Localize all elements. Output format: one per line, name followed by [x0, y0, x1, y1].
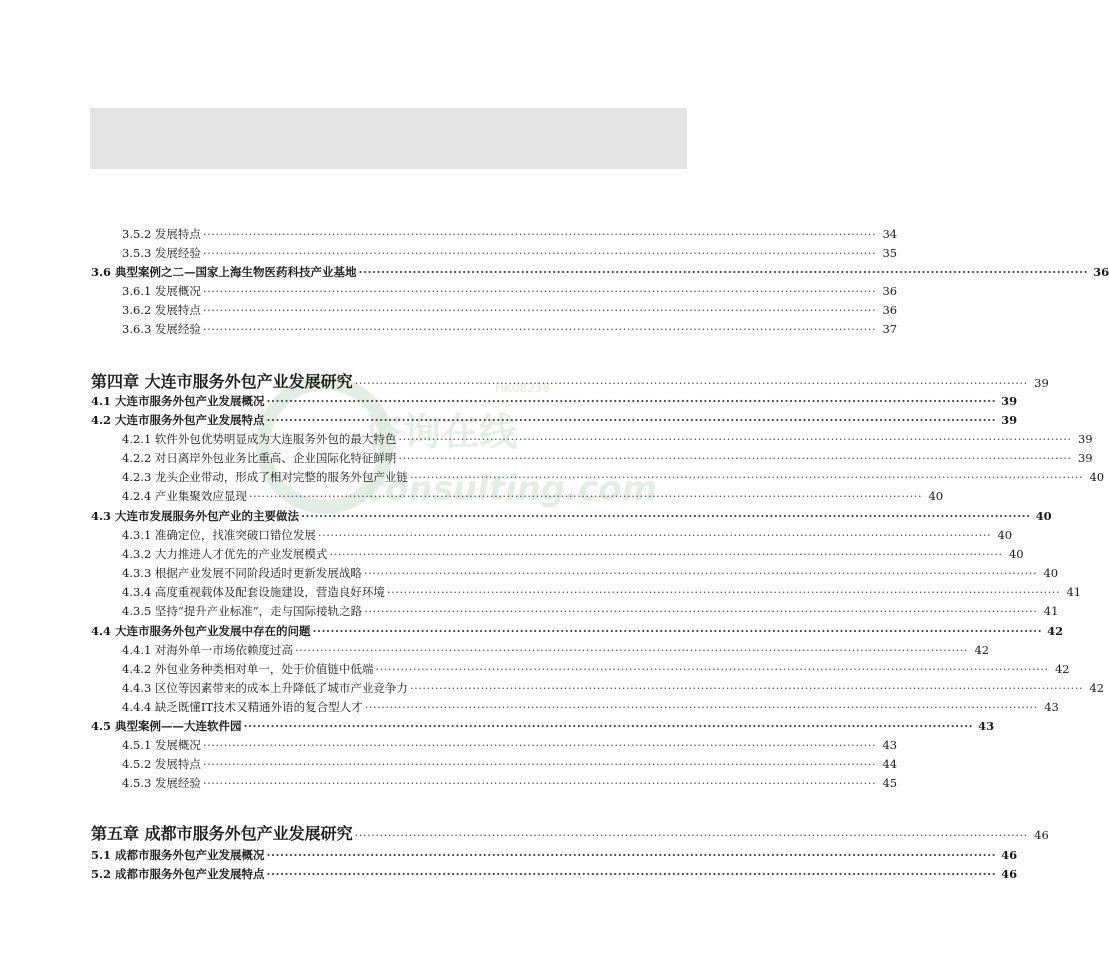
toc-entry[interactable]: [122, 564, 1059, 583]
toc-entry[interactable]: [91, 846, 1018, 865]
watermark-en-text: consulting.com: [365, 469, 658, 509]
toc-page-number: 40: [997, 528, 1013, 542]
toc-entry[interactable]: [122, 468, 1105, 487]
toc-entry[interactable]: [122, 430, 1093, 449]
toc-chapter-entry[interactable]: [91, 370, 1049, 394]
toc-page-number: 39: [1077, 451, 1093, 465]
toc-leader-dots: [365, 698, 1038, 717]
toc-page-number: 45: [882, 776, 898, 790]
toc-leader-dots: [267, 392, 997, 411]
toc-page-number: 36: [882, 284, 898, 298]
toc-entry-label: 4.4.1 对海外单一市场依赖度过高: [122, 643, 293, 657]
toc-leader-dots: [203, 225, 876, 244]
toc-leader-dots: [410, 468, 1083, 487]
toc-page-number: 37: [882, 322, 898, 336]
watermark-code-text: HK08238: [495, 381, 551, 395]
toc-page-number: 43: [882, 738, 898, 752]
toc-entry[interactable]: [122, 736, 898, 755]
toc-leader-dots: [267, 846, 997, 865]
toc-entry[interactable]: [91, 507, 1052, 526]
toc-entry-label: 4.3.5 坚持“提升产业标准”，走与国际接轨之路: [122, 604, 363, 618]
toc-entry-label: 4.3.1 准确定位，找准突破口错位发展: [122, 528, 316, 542]
toc-leader-dots: [398, 430, 1071, 449]
toc-entry-label: 3.6.2 发展特点: [122, 303, 201, 317]
toc-page-number: 40: [1089, 470, 1105, 484]
toc-entry-label: 4.1 大连市服务外包产业发展概况: [91, 394, 265, 408]
toc-entry-label: 4.3.4 高度重视载体及配套设施建设，营造良好环境: [122, 585, 385, 599]
toc-page-number: 36: [882, 303, 898, 317]
toc-entry-label: 4.4 大连市服务外包产业发展中存在的问题: [91, 624, 311, 638]
toc-entry[interactable]: [122, 755, 898, 774]
toc-leader-dots: [364, 602, 1037, 621]
toc-entry[interactable]: [122, 698, 1059, 717]
toc-entry-label: 4.5.2 发展特点: [122, 757, 201, 771]
toc-page-number: 42: [1089, 681, 1105, 695]
toc-leader-dots: [244, 717, 974, 736]
toc-entry-label: 4.4.3 区位等因素带来的成本上升降低了城市产业竞争力: [122, 681, 408, 695]
toc-page-number: 39: [1001, 413, 1018, 427]
toc-entry-label: 3.6.1 发展概况: [122, 284, 201, 298]
toc-entry[interactable]: [122, 679, 1105, 698]
toc-entry[interactable]: [91, 717, 995, 736]
toc-leader-dots: [398, 449, 1071, 468]
toc-entry[interactable]: [122, 545, 1024, 564]
toc-page-number: 42: [1054, 662, 1070, 676]
toc-entry[interactable]: [91, 263, 1109, 282]
toc-leader-dots: [329, 545, 1002, 564]
toc-entry-label: 3.6.3 发展经验: [122, 322, 201, 336]
toc-entry[interactable]: [122, 244, 898, 263]
toc-leader-dots: [375, 660, 1048, 679]
toc-page-number: 40: [1043, 566, 1059, 580]
toc-leader-dots: [295, 641, 968, 660]
toc-leader-dots: [359, 263, 1089, 282]
toc-entry[interactable]: [122, 282, 898, 301]
toc-entry[interactable]: [122, 602, 1059, 621]
toc-entry-label: 3.6 典型案例之二—国家上海生物医药科技产业基地: [91, 265, 357, 279]
toc-entry-label: 4.3.3 根据产业发展不同阶段适时更新发展战略: [122, 566, 362, 580]
toc-entry[interactable]: [122, 449, 1093, 468]
toc-entry[interactable]: [122, 301, 898, 320]
toc-entry-label: 3.5.2 发展特点: [122, 227, 201, 241]
toc-entry-label: 4.4.2 外包业务种类相对单一，处于价值链中低端: [122, 662, 374, 676]
toc-entry-label: 4.2.4 产业集聚效应显现: [122, 489, 247, 503]
toc-page-number: 43: [1044, 700, 1059, 714]
toc-entry[interactable]: [122, 641, 990, 660]
watermark-cn-text: 咨询在线: [365, 410, 518, 454]
toc-entry-label: 5.2 成都市服务外包产业发展特点: [91, 867, 265, 881]
toc-leader-dots: [267, 411, 997, 430]
toc-entry-label: 4.2.2 对日离岸外包业务比重高、企业国际化特征鲜明: [122, 451, 397, 465]
toc-page-number: 40: [1035, 509, 1052, 523]
toc-entry[interactable]: [122, 320, 898, 339]
toc-page-number: 44: [882, 757, 898, 771]
toc-entry[interactable]: [91, 622, 1064, 641]
toc-leader-dots: [203, 282, 876, 301]
toc-entry-label: 4.5.1 发展概况: [122, 738, 201, 752]
toc-leader-dots: [364, 564, 1037, 583]
toc-leader-dots: [355, 823, 1028, 847]
toc-entry-label: 3.5.3 发展经验: [122, 246, 201, 260]
toc-page-number: 34: [882, 227, 898, 241]
toc-entry[interactable]: [122, 526, 1013, 545]
toc-entry-label: 4.2 大连市服务外包产业发展特点: [91, 413, 265, 427]
toc-page-number: 40: [928, 489, 944, 503]
toc-entry-label: 4.5.3 发展经验: [122, 776, 201, 790]
toc-entry[interactable]: [122, 225, 898, 244]
toc-leader-dots: [387, 583, 1060, 602]
toc-leader-dots: [203, 755, 876, 774]
toc-entry[interactable]: [91, 411, 1018, 430]
toc-entry[interactable]: [91, 865, 1018, 884]
toc-leader-dots: [203, 736, 876, 755]
toc-leader-dots: [301, 507, 1031, 526]
toc-page-number: 35: [882, 246, 898, 260]
toc-leader-dots: [318, 526, 991, 545]
toc-entry-label: 4.2.1 软件外包优势明显成为大连服务外包的最大特色: [122, 432, 397, 446]
toc-entry[interactable]: [122, 583, 1082, 602]
toc-leader-dots: [267, 865, 997, 884]
toc-leader-dots: [313, 622, 1043, 641]
toc-entry-label: 第五章 成都市服务外包产业发展研究: [91, 824, 353, 843]
toc-entry-label: 4.3.2 大力推进人才优先的产业发展模式: [122, 547, 328, 561]
toc-entry-label: 5.1 成都市服务外包产业发展概况: [91, 848, 265, 862]
toc-leader-dots: [410, 679, 1083, 698]
toc-page-number: 46: [1034, 828, 1049, 842]
toc-page-number: 42: [1047, 624, 1064, 638]
toc-entry-label: 4.3 大连市发展服务外包产业的主要做法: [91, 509, 300, 523]
toc-entry-label: 4.2.3 龙头企业带动，形成了相对完整的服务外包产业链: [122, 470, 408, 484]
toc-page-number: 40: [1008, 547, 1024, 561]
toc-page-number: 42: [974, 643, 990, 657]
toc-leader-dots: [203, 320, 876, 339]
toc-page-number: 39: [1077, 432, 1093, 446]
toc-entry[interactable]: [122, 487, 944, 506]
toc-leader-dots: [203, 244, 876, 263]
toc-page-number: 46: [1001, 867, 1018, 881]
toc-page-number: 39: [1001, 394, 1018, 408]
toc-page-number: 41: [1043, 604, 1059, 618]
toc-page-number: 39: [1034, 376, 1049, 390]
toc-leader-dots: [249, 487, 922, 506]
toc-chapter-entry[interactable]: [91, 822, 1049, 846]
toc-entry[interactable]: [122, 774, 898, 793]
toc-page-number: 46: [1001, 848, 1018, 862]
toc-entry-label: 4.4.4 缺乏既懂IT技术又精通外语的复合型人才: [122, 700, 363, 714]
toc-entry[interactable]: [91, 392, 1018, 411]
toc-page-number: 36: [1093, 265, 1109, 279]
toc-leader-dots: [203, 774, 876, 793]
toc-page-number: 43: [978, 719, 995, 733]
toc-leader-dots: [203, 301, 876, 320]
toc-entry-label: 4.5 典型案例——大连软件园: [91, 719, 242, 733]
toc-entry[interactable]: [122, 660, 1070, 679]
toc-page-number: 41: [1066, 585, 1082, 599]
toc-entry-label: 第四章 大连市服务外包产业发展研究: [91, 372, 353, 391]
